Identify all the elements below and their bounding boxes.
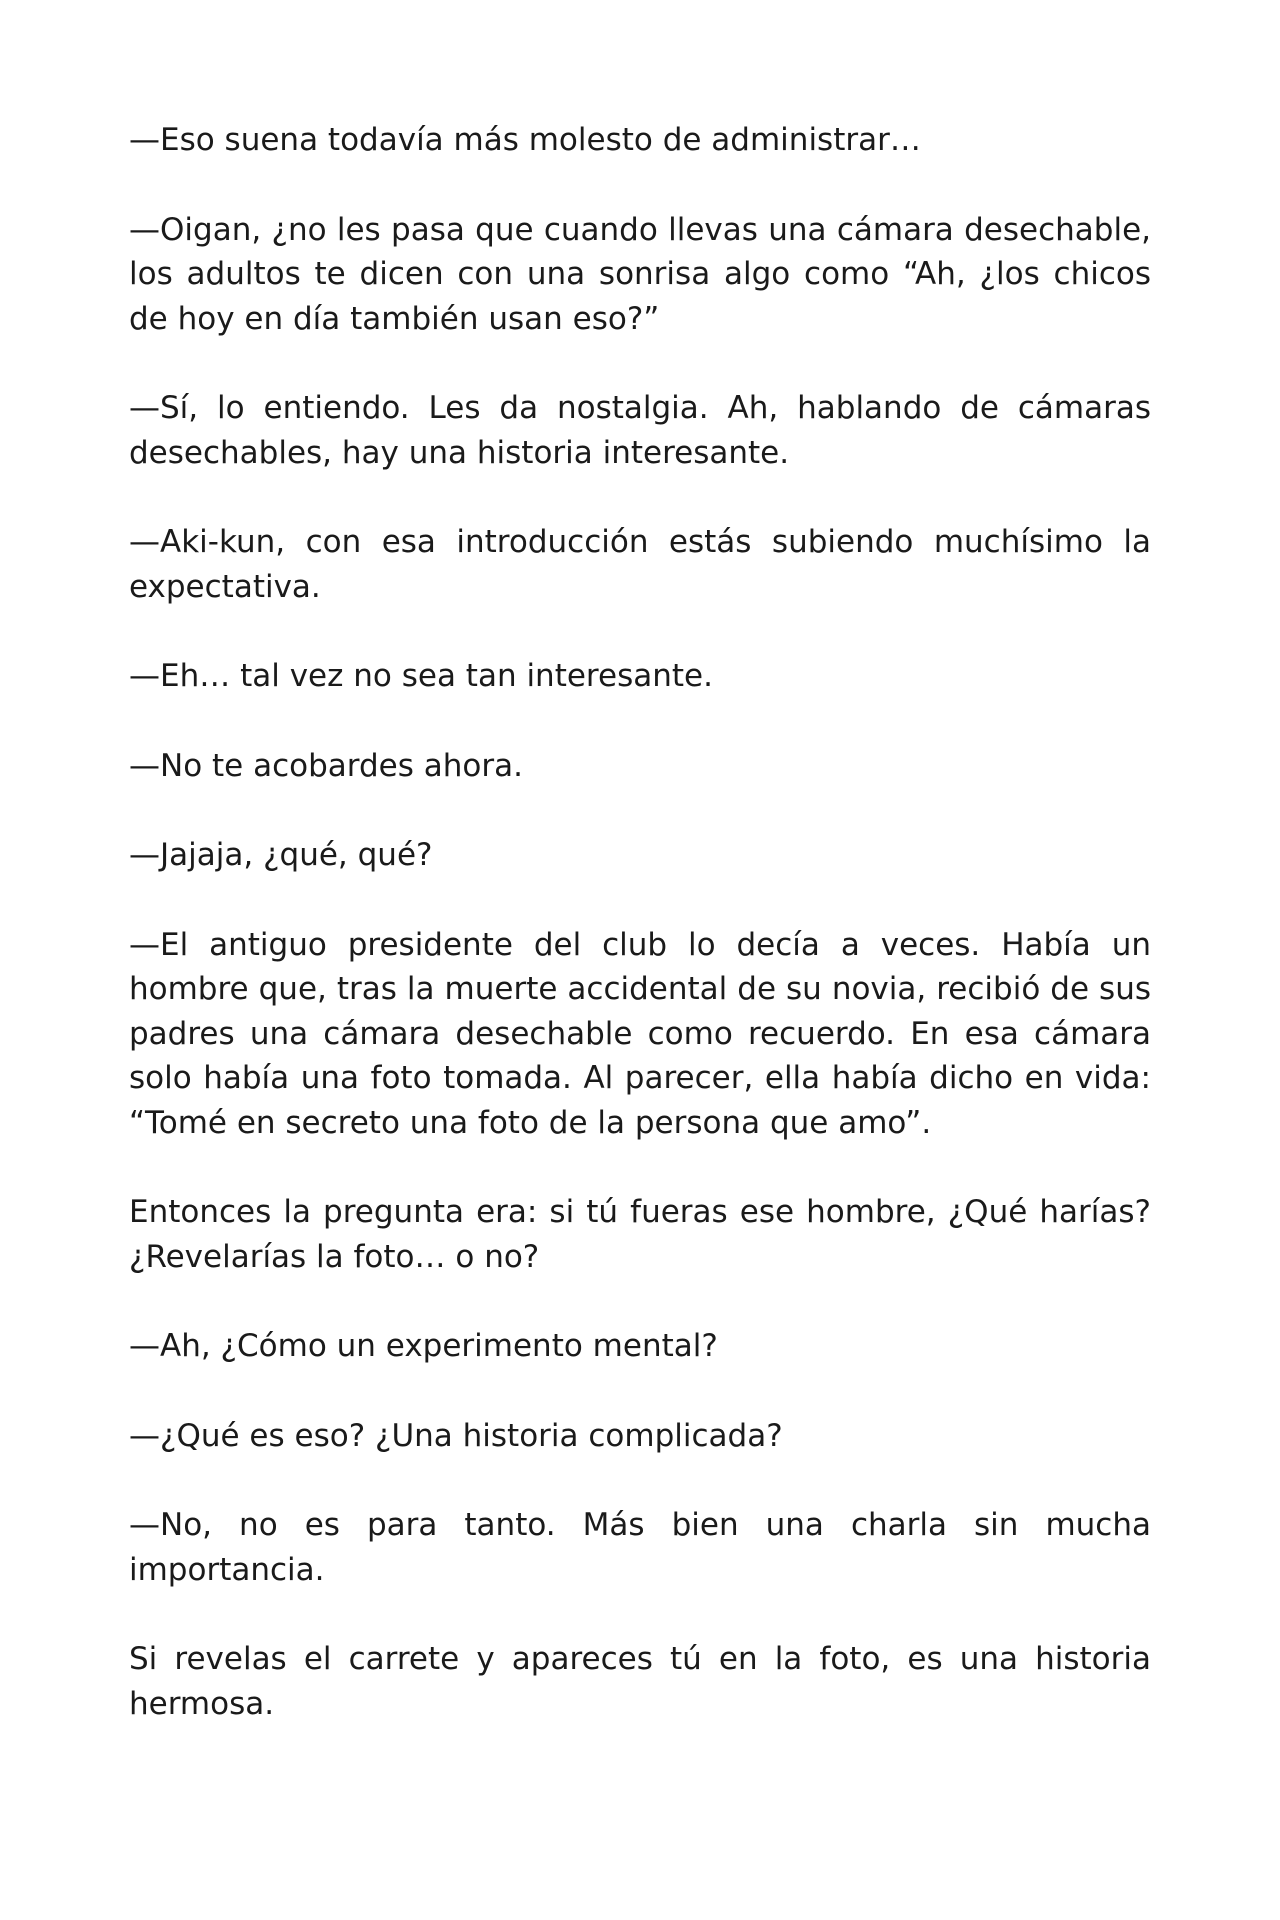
paragraph-5: —Eh… tal vez no sea tan interesante. [129,658,713,694]
paragraph-11: —¿Qué es eso? ¿Una historia complicada? [129,1417,783,1454]
paragraph-8: —El antiguo presidente del club lo decía a veces. Había un hombre que, tras la muerte accidental de su novia, recibió de sus padres una cámara desechable como recuerdo. En esa cámara solo había una foto tomada. Al parecer, ella había dicho en vida: “Tomé en secreto una foto de la persona que amo”. [129,926,1151,1141]
document-page [129,118,1151,1771]
paragraph-4: —Aki-kun, con esa introducción estás subiendo muchísimo la expectativa. [129,524,1151,605]
paragraph-2: —Oigan, ¿no les pasa que cuando llevas una cámara desechable, los adultos te dicen con una sonrisa algo como “Ah, ¿los chicos de hoy en día también usan eso?” [129,211,1151,337]
paragraph-1: —Eso suena todavía más molesto de administrar… [129,122,921,158]
paragraph-9: Entonces la pregunta era: si tú fueras ese hombre, ¿Qué harías? ¿Revelarías la foto… o no? [129,1194,1151,1275]
paragraph-3: —Sí, lo entiendo. Les da nostalgia. Ah, hablando de cámaras desechables, hay una historia interesante. [129,390,1151,471]
paragraph-12: —No, no es para tanto. Más bien una charla sin mucha importancia. [129,1507,1151,1588]
paragraph-6: —No te acobardes ahora. [129,747,523,784]
paragraph-7: —Jajaja, ¿qué, qué? [129,837,433,873]
paragraph-13: Si revelas el carrete y apareces tú en la foto, es una historia hermosa. [129,1641,1151,1722]
paragraph-10: —Ah, ¿Cómo un experimento mental? [129,1328,718,1364]
